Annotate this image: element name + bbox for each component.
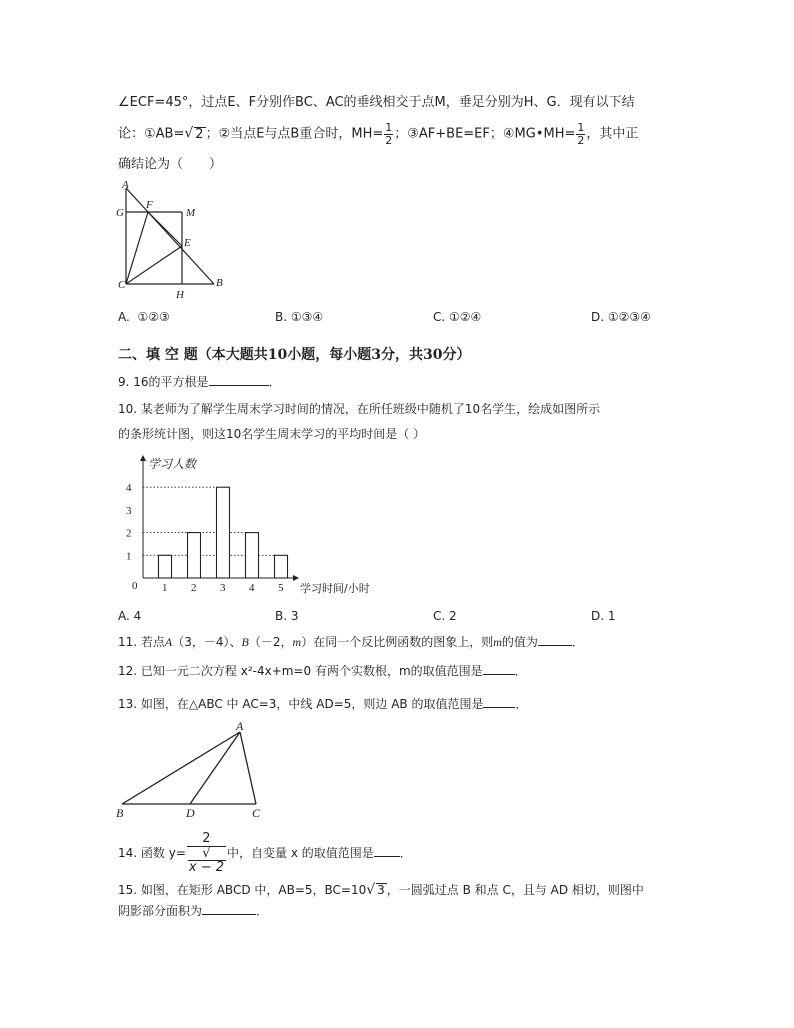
x-tick-4: 4 bbox=[249, 582, 255, 594]
label-a: A bbox=[236, 719, 244, 733]
x-tick-2: 2 bbox=[191, 582, 197, 594]
x-axis-label: 学习时间/小时 bbox=[300, 582, 370, 595]
y-tick-3: 3 bbox=[126, 504, 132, 517]
q10-option-c[interactable]: C. 2 bbox=[433, 609, 457, 623]
q9: 9. 16的平方根是 ． bbox=[118, 375, 281, 389]
section-2-title: 二、填 空 题（本大题共10小题，每小题3分，共30分） bbox=[118, 347, 471, 363]
segment-ce bbox=[126, 246, 182, 284]
q8-line3: 确结论为（ ） bbox=[118, 157, 223, 172]
label-g: G bbox=[116, 207, 124, 219]
median-ad bbox=[190, 732, 240, 804]
q8-line2-d: ，其中正 bbox=[586, 126, 639, 142]
segment-cf bbox=[126, 212, 148, 284]
label-e: E bbox=[184, 237, 191, 249]
y-axis-label: 学习人数 bbox=[148, 457, 197, 471]
segment-fe bbox=[148, 212, 182, 246]
q13-triangle-figure bbox=[112, 718, 272, 822]
q8-option-b[interactable]: B. ①③④ bbox=[275, 310, 324, 324]
q10-bar-chart bbox=[118, 450, 388, 600]
origin-label: 0 bbox=[132, 580, 138, 592]
label-c: C bbox=[252, 806, 261, 820]
bar-5 bbox=[275, 555, 288, 578]
y-tick-4: 4 bbox=[126, 482, 132, 495]
q10-option-a[interactable]: A. 4 bbox=[118, 609, 142, 623]
side-ab bbox=[122, 732, 240, 804]
q15-line2: 阴影部分面积为 ． bbox=[118, 904, 269, 918]
q11-answer-blank[interactable] bbox=[538, 635, 572, 646]
hypotenuse-ab bbox=[126, 188, 214, 284]
label-f: F bbox=[146, 199, 153, 211]
q10-line2: 的条形统计图，则这10名学生周末学习的平均时间是（ ） bbox=[118, 427, 426, 441]
q8-line2 bbox=[118, 122, 638, 146]
q13: 13. 如图，在△ABC 中 AC=3，中线 AD=5，则边 AB 的取值范围是 ． bbox=[118, 697, 528, 711]
bar-2 bbox=[188, 533, 201, 578]
label-m: M bbox=[186, 207, 196, 219]
q14-fraction: 2 √ x − 2 bbox=[188, 831, 224, 876]
q12-answer-blank[interactable] bbox=[483, 664, 515, 675]
q14: 14. 函数 y= 2 √ x − 2 中，自变量 x 的取值范围是 ． bbox=[118, 831, 412, 876]
label-h: H bbox=[176, 289, 184, 301]
q9-answer-blank[interactable] bbox=[209, 375, 269, 386]
side-ac bbox=[240, 732, 256, 804]
q8-option-c[interactable]: C. ①②④ bbox=[433, 310, 482, 324]
q8-square-figure bbox=[110, 178, 230, 302]
q8-option-a[interactable]: A. ①②③ bbox=[118, 310, 170, 324]
bar-3 bbox=[217, 487, 230, 578]
q8-fraction-2: $\frac{1}{2}$ bbox=[577, 121, 585, 147]
q8-option-d[interactable]: D. ①②③④ bbox=[591, 310, 651, 324]
y-tick-1: 1 bbox=[126, 550, 132, 563]
x-tick-1: 1 bbox=[162, 582, 168, 594]
label-a: A bbox=[122, 179, 129, 191]
q11: 11. 若点A（3，－4）、B（－2，m）在同一个反比例函数的图象上，则m的值为 ． bbox=[118, 635, 584, 649]
label-b: B bbox=[216, 277, 223, 289]
q15-line1: 15. 如图，在矩形 ABCD 中，AB=5，BC=10√ 3 ，一圆弧过点 B 和点 C，且与 AD 相切，则图中 bbox=[118, 882, 644, 898]
q10-option-d[interactable]: D. 1 bbox=[591, 609, 616, 623]
label-b: B bbox=[116, 806, 124, 820]
label-d: D bbox=[186, 806, 195, 820]
q8-fraction-1: $\frac{1}{2}$ bbox=[385, 121, 393, 147]
q8-line2-b: ；②当点E与点B重合时，MH= bbox=[205, 126, 384, 142]
q12: 12. 已知一元二次方程 x²-4x+m=0 有两个实数根，m的取值范围是 ． bbox=[118, 664, 527, 678]
q8-line1: ∠ECF=45°，过点E、F分别作BC、AC的垂线相交于点M，垂足分别为H、G．现有以下结 bbox=[118, 95, 635, 110]
q15-answer-blank[interactable] bbox=[202, 904, 256, 915]
q10-option-b[interactable]: B. 3 bbox=[275, 609, 299, 623]
bar-1 bbox=[159, 555, 172, 578]
q8-sqrt-value: 2 bbox=[195, 126, 204, 142]
label-c: C bbox=[118, 279, 126, 291]
q14-answer-blank[interactable] bbox=[374, 846, 400, 857]
sqrt-symbol: √ bbox=[184, 125, 194, 142]
bar-4 bbox=[246, 533, 259, 578]
x-tick-3: 3 bbox=[220, 582, 226, 594]
q13-answer-blank[interactable] bbox=[483, 697, 515, 708]
y-tick-2: 2 bbox=[126, 527, 132, 540]
q8-line2-a: 论：①AB= bbox=[118, 126, 185, 142]
q8-line2-c: ；③AF+BE=EF；④MG•MH= bbox=[394, 126, 576, 142]
x-tick-5: 5 bbox=[278, 582, 284, 594]
q10-line1: 10. 某老师为了解学生周末学习时间的情况，在所任班级中随机了10名学生，绘成如图所示 bbox=[118, 402, 601, 416]
